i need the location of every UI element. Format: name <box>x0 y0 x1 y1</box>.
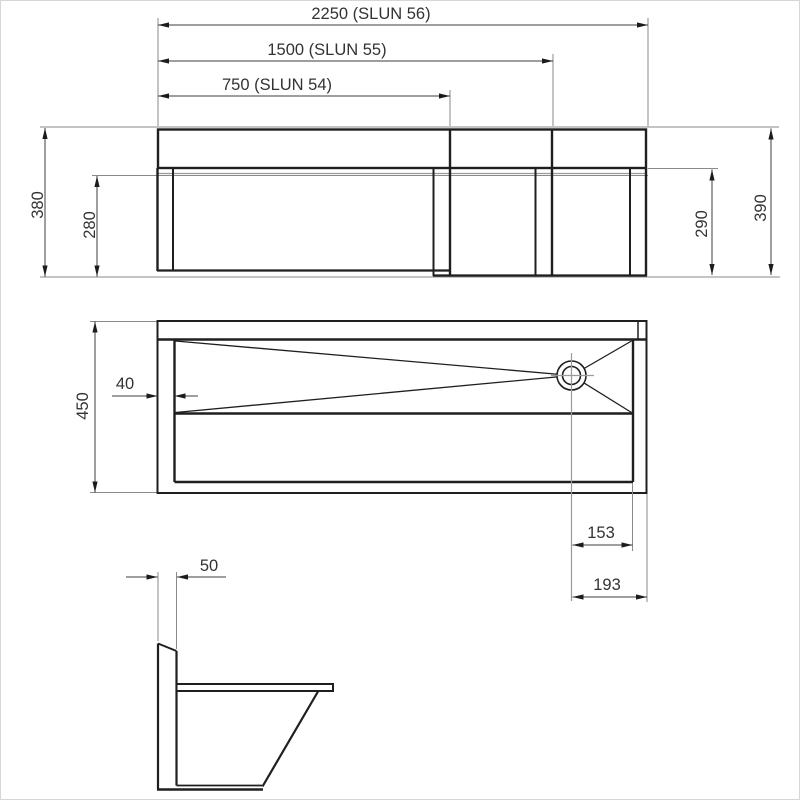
dim-length-slun55 <box>158 41 553 126</box>
dim-label-50: 50 <box>199 557 219 575</box>
dimensions <box>29 5 771 597</box>
dim-label-2250: 2250 (SLUN 56) <box>311 5 431 23</box>
dim-label-380: 380 <box>29 191 47 219</box>
dim-length-slun54 <box>158 76 450 126</box>
dim-label-750: 750 (SLUN 54) <box>221 76 333 94</box>
dim-label-40: 40 <box>115 375 135 393</box>
dim-overall-length-slun56 <box>158 5 648 126</box>
dim-drain-193 <box>573 576 648 597</box>
front-view <box>40 127 780 277</box>
dim-drain-153 <box>573 524 633 545</box>
dim-depth-450 <box>74 322 95 493</box>
dim-label-153: 153 <box>587 524 615 542</box>
dim-label-290: 290 <box>693 210 711 238</box>
dim-height-290 <box>693 170 712 276</box>
dim-label-1500: 1500 (SLUN 55) <box>267 41 387 59</box>
dim-label-280: 280 <box>81 211 99 239</box>
dim-height-390 <box>752 129 771 276</box>
bracket-top-slant <box>158 644 177 652</box>
dim-label-450: 450 <box>74 392 92 420</box>
side-view <box>157 572 333 790</box>
basin-front-slope <box>263 692 319 787</box>
side-profile <box>157 644 333 790</box>
front-rim-band <box>158 130 646 169</box>
dim-height-280 <box>81 176 99 277</box>
rim-shelf-section <box>177 684 334 691</box>
dim-label-193: 193 <box>593 576 621 594</box>
dim-height-380 <box>29 128 47 277</box>
dim-label-390: 390 <box>752 194 770 222</box>
plan-view <box>90 321 647 602</box>
